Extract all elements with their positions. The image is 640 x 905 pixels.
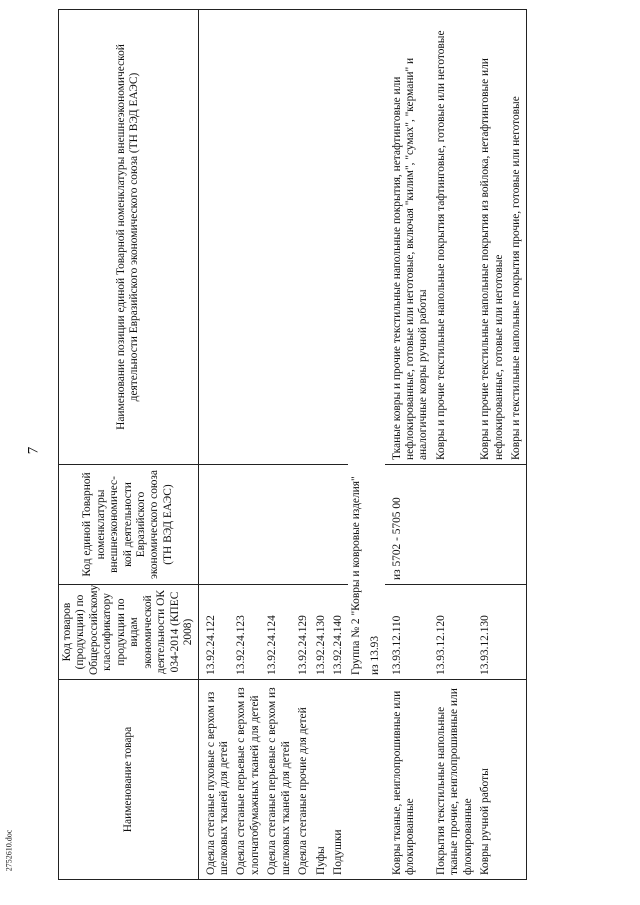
- tnved-code: [203, 465, 234, 585]
- group-row: [348, 10, 385, 880]
- tnved-code: [264, 465, 295, 585]
- okpd-code: 13.92.24.140: [330, 585, 347, 680]
- table-row: [433, 10, 477, 880]
- table-row: [508, 10, 526, 880]
- tnved-code: [477, 465, 508, 585]
- group-code: из 13.93: [369, 635, 382, 675]
- table-row: [313, 10, 330, 880]
- table-row: [203, 10, 234, 880]
- tnved-name: [295, 10, 312, 465]
- okpd-code: 13.93.12.110: [389, 585, 433, 680]
- goods-name: Пуфы: [313, 680, 330, 880]
- okpd-code: [508, 585, 526, 680]
- page-number: 7: [25, 446, 42, 455]
- goods-name: Одеяла стеганые прочие для детей: [295, 680, 312, 880]
- tnved-code: [433, 465, 477, 585]
- table-row: [264, 10, 295, 880]
- tnved-code: [330, 465, 347, 585]
- okpd-code: 13.92.24.130: [313, 585, 330, 680]
- tnved-name: [233, 10, 264, 465]
- okpd-code: 13.92.24.123: [233, 585, 264, 680]
- table-row: [330, 10, 347, 880]
- rotated-document: [58, 10, 638, 880]
- goods-name: Одеяла стеганые перьевые с верхом из шелковых тканей для детей: [264, 680, 295, 880]
- group-spacer: [348, 680, 385, 880]
- header-okpd-code: Код товаров (продукции) по Общероссийскому классификатору продукции по видам экономической деятельности ОК 034-2014 (КПЕС 2008): [59, 585, 199, 680]
- tnved-code: из 5702 - 5705 00: [389, 465, 433, 585]
- table-row: [477, 10, 508, 880]
- header-tnved-code: Код единой Товарной номенклатуры внешнеэкономичес-кой деятельности Евразийского экономического союза (ТН ВЭД ЕАЭС): [59, 465, 199, 585]
- table-row: [233, 10, 264, 880]
- goods-name: [508, 680, 526, 880]
- table-row: [389, 10, 433, 880]
- goods-table: [58, 9, 527, 880]
- okpd-code: 13.93.12.120: [433, 585, 477, 680]
- tnved-name: Ковры и прочие текстильные напольные покрытия тафтинговые, готовые или неготовые: [433, 10, 477, 465]
- tnved-name: [203, 10, 234, 465]
- tnved-name: [264, 10, 295, 465]
- tnved-name: Ковры и текстильные напольные покрытия прочие, готовые или неготовые: [508, 10, 526, 465]
- tnved-name: Тканые ковры и прочие текстильные напольные покрытия, нетафтинговые или нефлокированные, готовые или неготовые, включая "килим", "сумах", "кермани" и аналогичные ковры ручной работы: [389, 10, 433, 465]
- footer-filename: 2752610.doc: [4, 829, 14, 872]
- okpd-code: 13.92.24.122: [203, 585, 234, 680]
- table-header-row: [59, 10, 199, 880]
- okpd-code: 13.92.24.129: [295, 585, 312, 680]
- group-title: Группа № 2 "Ковры и ковровые изделия": [349, 476, 362, 675]
- header-tnved-name: Наименование позиции единой Товарной номенклатуры внешнеэкономической деятельности Евразийского экономического союза (ТН ВЭД ЕАЭС): [59, 10, 199, 465]
- tnved-code: [233, 465, 264, 585]
- goods-name: Покрытия текстильные напольные тканые прочие, неиглопрошивные или флокированные: [433, 680, 477, 880]
- goods-name: Ковры тканые, неиглопрошивные или флокированные: [389, 680, 433, 880]
- tnved-code: [508, 465, 526, 585]
- table-row: [295, 10, 312, 880]
- tnved-name: [330, 10, 347, 465]
- okpd-code: 13.92.24.124: [264, 585, 295, 680]
- tnved-name: Ковры и прочие текстильные напольные покрытия из войлока, нетафтинговые или нефлокированные, готовые или неготовые: [477, 10, 508, 465]
- goods-name: Подушки: [330, 680, 347, 880]
- tnved-code: [313, 465, 330, 585]
- header-goods-name: Наименование товара: [59, 680, 199, 880]
- group-cell: [348, 10, 385, 680]
- goods-name: Одеяла стеганые перьевые с верхом из хлопчатобумажных тканей для детей: [233, 680, 264, 880]
- tnved-code: [295, 465, 312, 585]
- okpd-code: 13.93.12.130: [477, 585, 508, 680]
- goods-name: Ковры ручной работы: [477, 680, 508, 880]
- tnved-name: [313, 10, 330, 465]
- goods-name: Одеяла стеганые пуховые с верхом из шелковых тканей для детей: [203, 680, 234, 880]
